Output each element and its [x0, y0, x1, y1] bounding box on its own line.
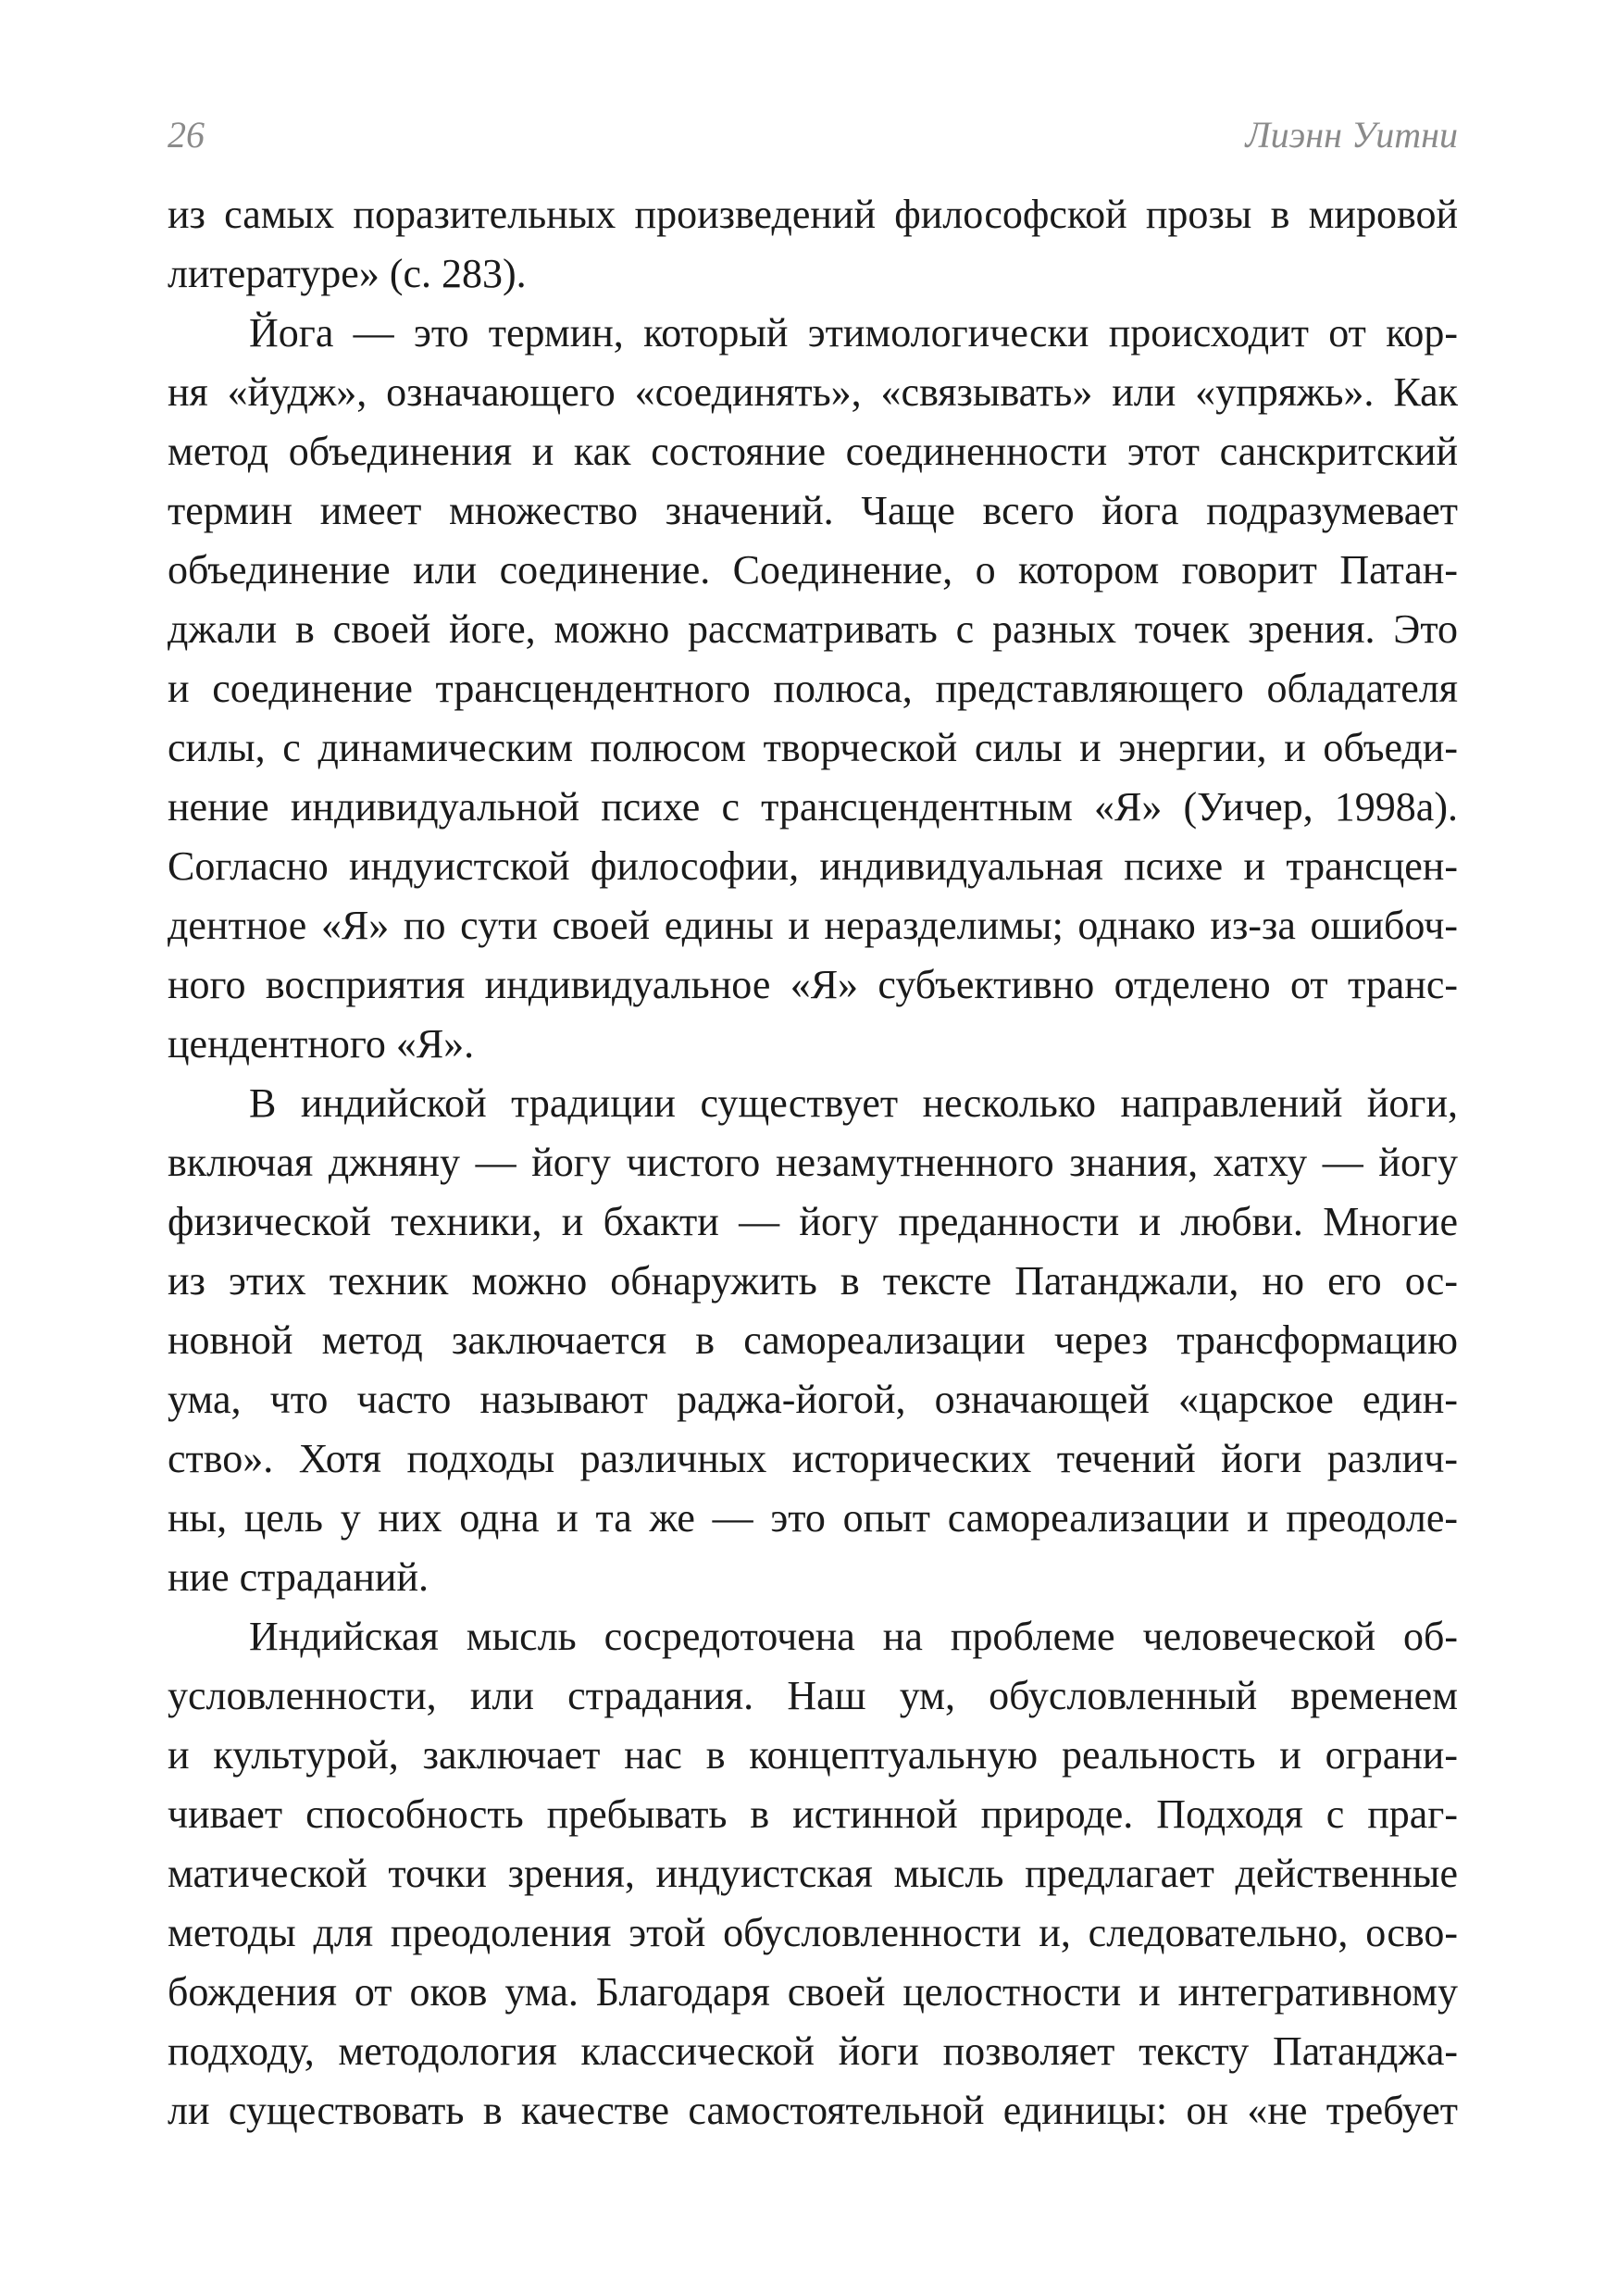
text-line: из самых поразительных произведений философской прозы в мировой [168, 192, 1458, 237]
paragraph [168, 304, 1458, 1074]
text-line: цендентного «Я». [168, 1021, 475, 1067]
text-line: новной метод заключается в самореализации через трансформацию [168, 1317, 1458, 1363]
text-line: ня «йудж», означающего «соединять», «связывать» или «упряжь». Как [168, 369, 1458, 415]
text-line: Индийская мысль сосредоточена на проблеме человеческой об- [249, 1614, 1458, 1659]
text-line: подходу, методология классической йоги позволяет тексту Патанджа- [168, 2028, 1458, 2074]
paragraph [168, 1607, 1458, 2140]
page-number: 26 [168, 114, 205, 156]
text-line: ны, цель у них одна и та же — это опыт самореализации и преодоле- [168, 1495, 1458, 1541]
text-line: бождения от оков ума. Благодаря своей целостности и интегративному [168, 1969, 1458, 2015]
text-line: джали в своей йоге, можно рассматривать с разных точек зрения. Это [168, 606, 1458, 652]
text-line: матической точки зрения, индуистская мысль предлагает действенные [168, 1851, 1458, 1896]
text-line: нение индивидуальной психе с трансцендентным «Я» (Уичер, 1998а). [168, 784, 1458, 830]
paragraph [168, 185, 1458, 304]
text-line: Йога — это термин, который этимологически происходит от кор- [249, 310, 1458, 356]
text-line: и культурой, заключает нас в концептуальную реальность и ограни- [168, 1732, 1458, 1778]
text-line: метод объединения и как состояние соединенности этот санскритский [168, 429, 1458, 474]
running-header-author: Лиэнн Уитни [1245, 114, 1458, 156]
text-line: ли существовать в качестве самостоятельной единицы: он «не требует [168, 2088, 1458, 2133]
text-line: ного восприятия индивидуальное «Я» субъективно отделено от транс- [168, 962, 1458, 1007]
text-line: В индийской традиции существует несколько направлений йоги, [249, 1080, 1458, 1126]
text-line: силы, с динамическим полюсом творческой силы и энергии, и объеди- [168, 725, 1458, 770]
text-line: термин имеет множество значений. Чаще всего йога подразумевает [168, 488, 1458, 533]
text-line: ние страданий. [168, 1554, 429, 1600]
text-line: дентное «Я» по сути своей едины и неразделимы; однако из-за ошибоч- [168, 903, 1458, 948]
text-line: литературе» (с. 283). [168, 251, 527, 296]
text-line: включая джняну — йогу чистого незамутненного знания, хатху — йогу [168, 1140, 1458, 1185]
text-body [168, 185, 1458, 2140]
paragraph [168, 1074, 1458, 1607]
text-line: объединение или соединение. Соединение, о котором говорит Патан- [168, 547, 1458, 593]
text-line: условленности, или страдания. Наш ум, обусловленный временем [168, 1673, 1458, 1718]
text-line: Согласно индуистской философии, индивидуальная психе и трансцен- [168, 843, 1458, 889]
running-header [168, 113, 1458, 165]
text-line: ума, что часто называют раджа-йогой, означающей «царское един- [168, 1377, 1458, 1422]
text-line: чивает способность пребывать в истинной природе. Подходя с праг- [168, 1791, 1458, 1837]
text-line: физической техники, и бхакти — йогу преданности и любви. Многие [168, 1199, 1458, 1244]
text-line: и соединение трансцендентного полюса, представляющего обладателя [168, 666, 1458, 711]
text-line: из этих техник можно обнаружить в тексте Патанджали, но его ос- [168, 1258, 1458, 1304]
text-line: методы для преодоления этой обусловленности и, следовательно, осво- [168, 1910, 1458, 1955]
text-line: ство». Хотя подходы различных исторических течений йоги различ- [168, 1436, 1458, 1481]
